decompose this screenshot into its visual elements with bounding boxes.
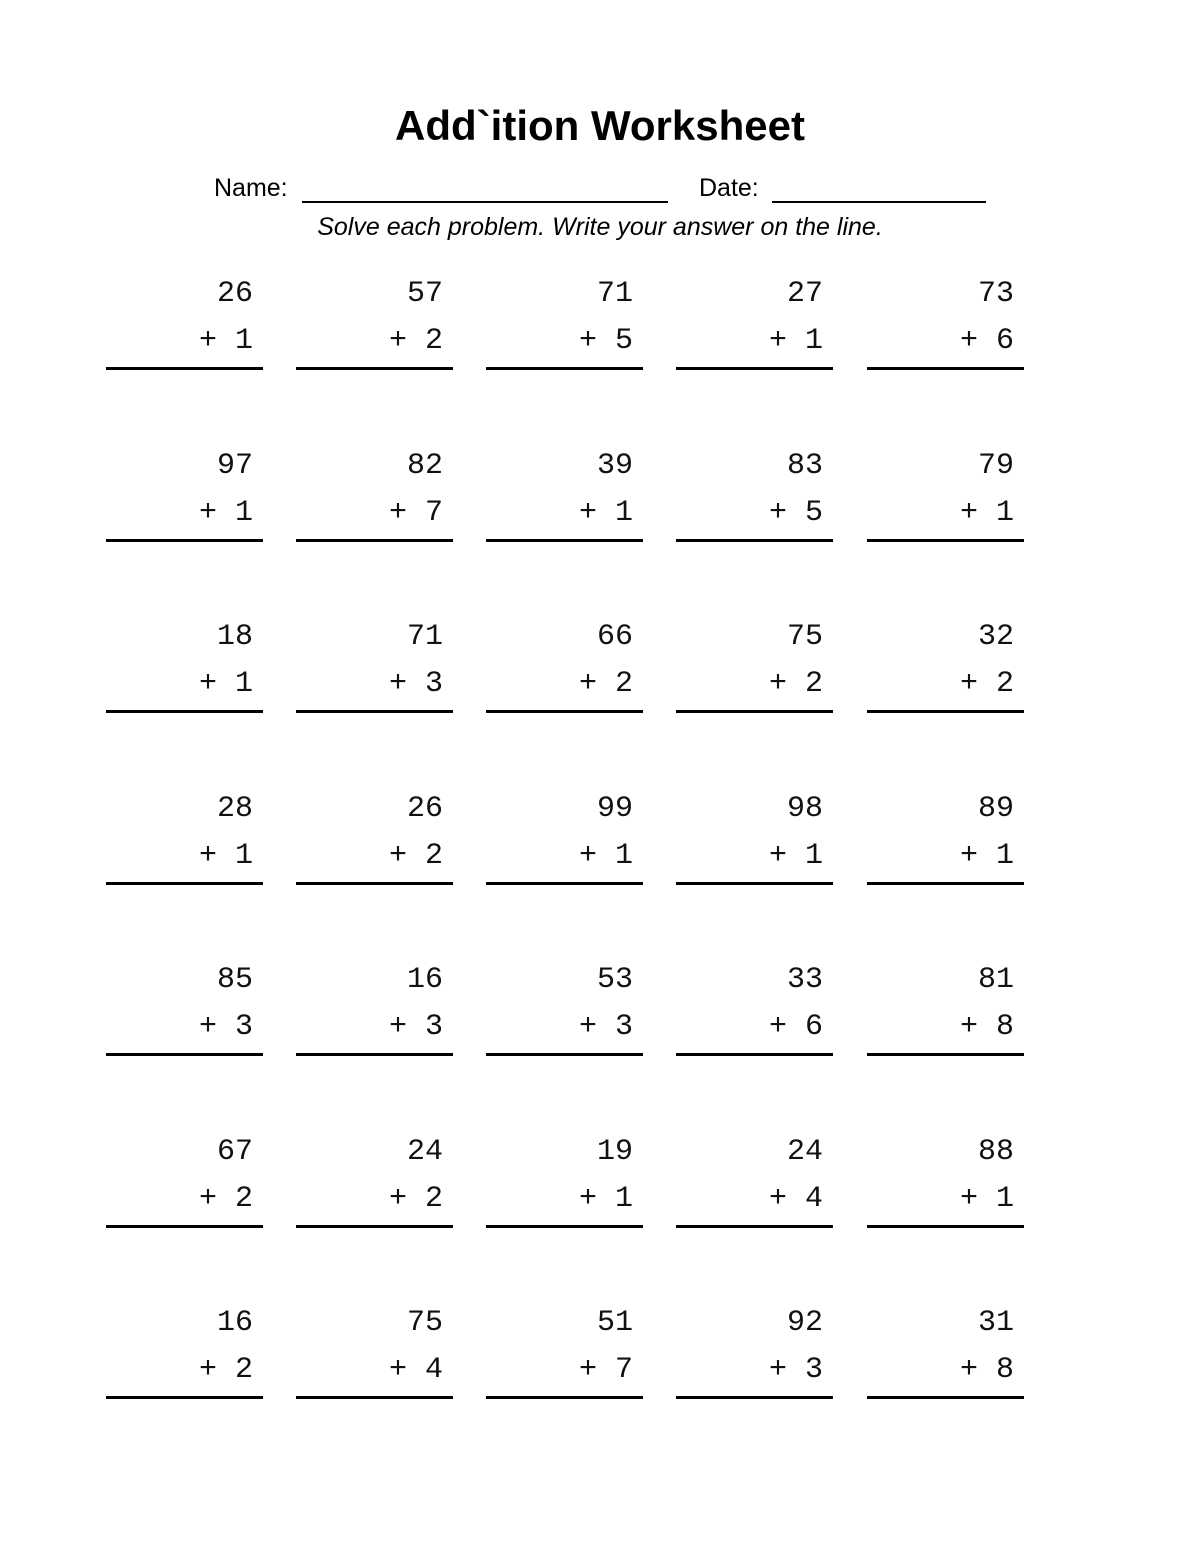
addend-bottom <box>960 495 1014 531</box>
addend-bottom <box>769 1181 823 1217</box>
addend-bottom <box>199 495 253 531</box>
addend-top: 98 <box>786 792 823 826</box>
problem <box>106 619 263 729</box>
addend-bottom <box>579 1352 633 1388</box>
problem <box>296 962 453 1072</box>
plus-operator: + <box>768 1353 787 1387</box>
addend-bottom-value: 2 <box>995 667 1014 701</box>
problem <box>676 448 833 558</box>
problem <box>867 1305 1024 1415</box>
problem <box>867 1134 1024 1244</box>
problem <box>867 791 1024 901</box>
instructions: Solve each problem. Write your answer on the line. <box>317 213 883 241</box>
plus-operator: + <box>959 324 978 358</box>
date-label: Date: <box>699 174 759 202</box>
answer-line[interactable] <box>296 710 453 713</box>
addend-top: 67 <box>216 1135 253 1169</box>
addend-bottom-value: 6 <box>995 324 1014 358</box>
answer-line[interactable] <box>106 1396 263 1399</box>
problem <box>676 619 833 729</box>
answer-line[interactable] <box>867 1225 1024 1228</box>
plus-operator: + <box>959 1010 978 1044</box>
addend-top: 85 <box>216 963 253 997</box>
addend-bottom <box>389 495 443 531</box>
addend-bottom <box>199 323 253 359</box>
addend-bottom <box>579 838 633 874</box>
problem <box>106 276 263 386</box>
addend-top: 75 <box>786 620 823 654</box>
plus-operator: + <box>578 324 597 358</box>
addend-bottom-value: 2 <box>234 1182 253 1216</box>
addend-top: 66 <box>596 620 633 654</box>
plus-operator: + <box>578 1182 597 1216</box>
addend-bottom-value: 4 <box>424 1353 443 1387</box>
addend-bottom-value: 4 <box>804 1182 823 1216</box>
plus-operator: + <box>388 324 407 358</box>
problem <box>867 962 1024 1072</box>
addend-bottom-value: 2 <box>424 839 443 873</box>
addend-bottom <box>769 495 823 531</box>
plus-operator: + <box>388 1353 407 1387</box>
answer-line[interactable] <box>296 1053 453 1056</box>
addend-top: 19 <box>596 1135 633 1169</box>
plus-operator: + <box>198 496 217 530</box>
addend-top: 89 <box>977 792 1014 826</box>
addend-bottom-value: 5 <box>614 324 633 358</box>
page-title: Add`ition Worksheet <box>395 102 805 149</box>
addend-bottom <box>579 666 633 702</box>
addend-bottom-value: 8 <box>995 1010 1014 1044</box>
addend-bottom <box>579 495 633 531</box>
addend-top: 57 <box>406 277 443 311</box>
problem <box>867 276 1024 386</box>
addend-top: 16 <box>406 963 443 997</box>
addend-bottom <box>199 666 253 702</box>
addend-bottom-value: 6 <box>804 1010 823 1044</box>
addend-bottom <box>199 1352 253 1388</box>
plus-operator: + <box>388 667 407 701</box>
addend-bottom <box>960 1352 1014 1388</box>
plus-operator: + <box>578 1353 597 1387</box>
addend-bottom <box>389 1009 443 1045</box>
addend-bottom <box>579 1009 633 1045</box>
addend-bottom-value: 8 <box>995 1353 1014 1387</box>
plus-operator: + <box>388 839 407 873</box>
answer-line[interactable] <box>676 1396 833 1399</box>
plus-operator: + <box>768 839 787 873</box>
answer-line[interactable] <box>296 882 453 885</box>
addend-bottom <box>769 1009 823 1045</box>
addend-bottom <box>579 323 633 359</box>
answer-line[interactable] <box>296 1225 453 1228</box>
answer-line[interactable] <box>106 1225 263 1228</box>
addend-bottom-value: 1 <box>995 839 1014 873</box>
addend-bottom-value: 1 <box>804 324 823 358</box>
problem <box>106 448 263 558</box>
plus-operator: + <box>959 839 978 873</box>
plus-operator: + <box>198 1182 217 1216</box>
addend-bottom <box>769 323 823 359</box>
plus-operator: + <box>768 1010 787 1044</box>
addend-bottom <box>960 666 1014 702</box>
problem <box>296 1134 453 1244</box>
answer-line[interactable] <box>486 1225 643 1228</box>
addend-bottom <box>389 1352 443 1388</box>
addend-top: 73 <box>977 277 1014 311</box>
addend-bottom <box>389 666 443 702</box>
addend-bottom <box>960 838 1014 874</box>
addend-bottom-value: 1 <box>614 496 633 530</box>
answer-line[interactable] <box>296 539 453 542</box>
problem <box>296 791 453 901</box>
addend-bottom <box>199 1181 253 1217</box>
addend-top: 88 <box>977 1135 1014 1169</box>
problem <box>486 276 643 386</box>
addend-top: 53 <box>596 963 633 997</box>
plus-operator: + <box>768 324 787 358</box>
addend-bottom-value: 3 <box>424 1010 443 1044</box>
plus-operator: + <box>578 1010 597 1044</box>
addend-bottom-value: 2 <box>234 1353 253 1387</box>
problem <box>676 962 833 1072</box>
addend-bottom-value: 3 <box>804 1353 823 1387</box>
problem <box>106 962 263 1072</box>
problem <box>106 1305 263 1415</box>
plus-operator: + <box>578 839 597 873</box>
plus-operator: + <box>959 1182 978 1216</box>
plus-operator: + <box>768 1182 787 1216</box>
plus-operator: + <box>768 667 787 701</box>
plus-operator: + <box>198 839 217 873</box>
problem <box>676 1134 833 1244</box>
addend-top: 97 <box>216 449 253 483</box>
answer-line[interactable] <box>676 539 833 542</box>
problem <box>296 619 453 729</box>
addend-bottom-value: 1 <box>234 839 253 873</box>
addend-top: 24 <box>406 1135 443 1169</box>
addend-bottom-value: 1 <box>234 496 253 530</box>
addend-bottom <box>769 838 823 874</box>
addend-top: 99 <box>596 792 633 826</box>
problem <box>486 1134 643 1244</box>
problem <box>296 276 453 386</box>
addend-top: 39 <box>596 449 633 483</box>
addend-bottom-value: 2 <box>424 1182 443 1216</box>
answer-line[interactable] <box>106 367 263 370</box>
plus-operator: + <box>198 324 217 358</box>
plus-operator: + <box>388 496 407 530</box>
addend-top: 79 <box>977 449 1014 483</box>
problem <box>486 791 643 901</box>
problem <box>296 448 453 558</box>
plus-operator: + <box>388 1010 407 1044</box>
problem <box>486 962 643 1072</box>
addend-bottom-value: 7 <box>614 1353 633 1387</box>
addend-top: 18 <box>216 620 253 654</box>
answer-line[interactable] <box>867 539 1024 542</box>
problem <box>106 791 263 901</box>
answer-line[interactable] <box>106 1053 263 1056</box>
addend-bottom <box>579 1181 633 1217</box>
answer-line[interactable] <box>106 710 263 713</box>
answer-line[interactable] <box>486 539 643 542</box>
addend-bottom <box>389 1181 443 1217</box>
addend-bottom-value: 3 <box>424 667 443 701</box>
answer-line[interactable] <box>486 1053 643 1056</box>
addend-bottom-value: 3 <box>234 1010 253 1044</box>
name-label: Name: <box>214 174 288 202</box>
problem <box>676 276 833 386</box>
addend-bottom-value: 2 <box>804 667 823 701</box>
plus-operator: + <box>768 496 787 530</box>
addend-bottom-value: 2 <box>614 667 633 701</box>
addend-top: 26 <box>406 792 443 826</box>
addend-bottom-value: 3 <box>614 1010 633 1044</box>
answer-line[interactable] <box>486 367 643 370</box>
addend-bottom <box>199 1009 253 1045</box>
problem <box>486 1305 643 1415</box>
addend-bottom-value: 1 <box>995 496 1014 530</box>
addend-bottom <box>389 323 443 359</box>
addend-bottom <box>769 666 823 702</box>
addend-top: 24 <box>786 1135 823 1169</box>
addend-bottom <box>960 1181 1014 1217</box>
answer-line[interactable] <box>676 710 833 713</box>
plus-operator: + <box>578 496 597 530</box>
addend-top: 33 <box>786 963 823 997</box>
addend-top: 51 <box>596 1306 633 1340</box>
addend-top: 82 <box>406 449 443 483</box>
addend-bottom-value: 1 <box>234 324 253 358</box>
problem <box>676 791 833 901</box>
addend-top: 28 <box>216 792 253 826</box>
addend-bottom <box>389 838 443 874</box>
addend-top: 71 <box>596 277 633 311</box>
answer-line[interactable] <box>106 539 263 542</box>
answer-line[interactable] <box>676 1053 833 1056</box>
problem <box>106 1134 263 1244</box>
addend-top: 75 <box>406 1306 443 1340</box>
addend-bottom-value: 1 <box>804 839 823 873</box>
addend-bottom-value: 2 <box>424 324 443 358</box>
addend-bottom-value: 1 <box>614 839 633 873</box>
plus-operator: + <box>198 667 217 701</box>
problem <box>296 1305 453 1415</box>
answer-line[interactable] <box>867 1053 1024 1056</box>
plus-operator: + <box>959 667 978 701</box>
addend-bottom-value: 5 <box>804 496 823 530</box>
problem <box>486 448 643 558</box>
addend-bottom-value: 1 <box>234 667 253 701</box>
addend-bottom <box>960 1009 1014 1045</box>
answer-line[interactable] <box>676 367 833 370</box>
plus-operator: + <box>959 496 978 530</box>
answer-line[interactable] <box>676 1225 833 1228</box>
plus-operator: + <box>198 1353 217 1387</box>
addend-top: 27 <box>786 277 823 311</box>
addend-top: 26 <box>216 277 253 311</box>
addend-top: 71 <box>406 620 443 654</box>
plus-operator: + <box>388 1182 407 1216</box>
problem <box>486 619 643 729</box>
problem <box>676 1305 833 1415</box>
answer-line[interactable] <box>867 1396 1024 1399</box>
plus-operator: + <box>959 1353 978 1387</box>
answer-line[interactable] <box>486 882 643 885</box>
addend-top: 92 <box>786 1306 823 1340</box>
addend-top: 16 <box>216 1306 253 1340</box>
answer-line[interactable] <box>296 1396 453 1399</box>
addend-bottom <box>199 838 253 874</box>
addend-bottom <box>960 323 1014 359</box>
answer-line[interactable] <box>486 1396 643 1399</box>
addend-top: 81 <box>977 963 1014 997</box>
addend-bottom <box>769 1352 823 1388</box>
answer-line[interactable] <box>296 367 453 370</box>
plus-operator: + <box>578 667 597 701</box>
addend-bottom-value: 1 <box>995 1182 1014 1216</box>
plus-operator: + <box>198 1010 217 1044</box>
answer-line[interactable] <box>486 710 643 713</box>
answer-line[interactable] <box>867 367 1024 370</box>
answer-line[interactable] <box>676 882 833 885</box>
addend-top: 31 <box>977 1306 1014 1340</box>
addend-bottom-value: 1 <box>614 1182 633 1216</box>
addend-top: 32 <box>977 620 1014 654</box>
problem <box>867 619 1024 729</box>
answer-line[interactable] <box>867 882 1024 885</box>
answer-line[interactable] <box>106 882 263 885</box>
addend-bottom-value: 7 <box>424 496 443 530</box>
problem <box>867 448 1024 558</box>
answer-line[interactable] <box>867 710 1024 713</box>
addend-top: 83 <box>786 449 823 483</box>
